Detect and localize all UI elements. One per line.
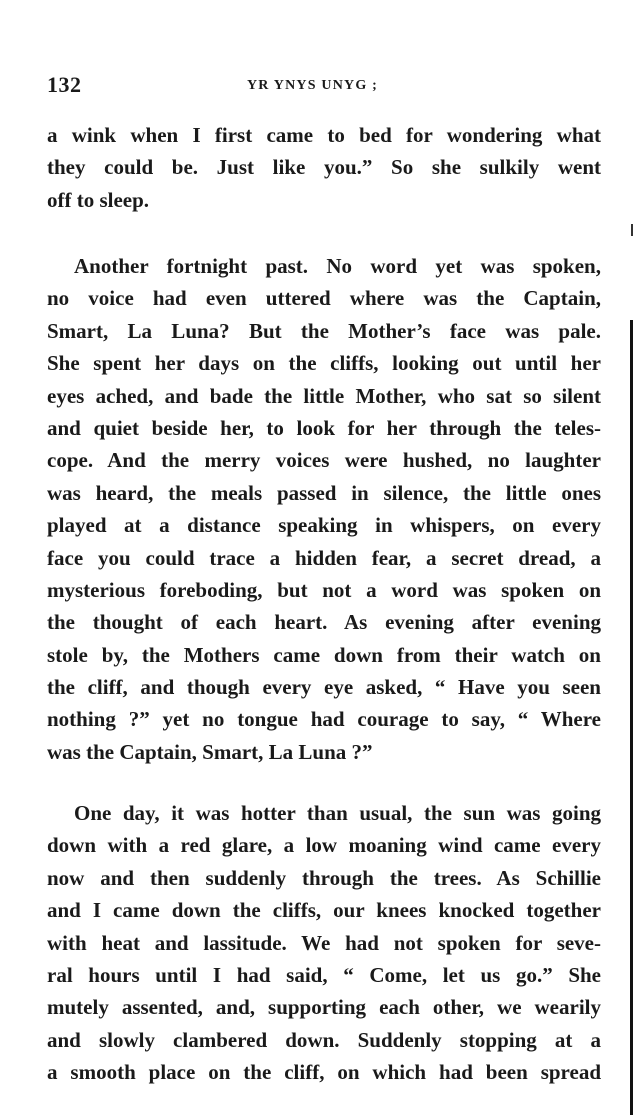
- running-title: YR YNYS UNYG ;: [247, 78, 379, 93]
- text-line: now and then suddenly through the trees. As Schillie: [47, 865, 601, 890]
- text-line: stole by, the Mothers came down from their watch on: [47, 642, 601, 667]
- text-line: and quiet beside her, to look for her through the teles-: [47, 415, 601, 440]
- text-line: off to sleep.: [47, 187, 150, 212]
- text-line: nothing ?” yet no tongue had courage to say, “ Where: [47, 707, 601, 732]
- page-edge-rule: [630, 320, 633, 1115]
- text-line: was heard, the meals passed in silence, the little ones: [47, 480, 601, 505]
- text-line: mutely assented, and, supporting each other, we wearily: [47, 995, 601, 1020]
- text-line: ral hours until I had said, “ Come, let us go.” She: [47, 962, 601, 987]
- page-number: 132: [47, 72, 82, 97]
- paragraph-3: [47, 797, 601, 1089]
- text-line: down with a red glare, a low moaning wind came every: [47, 833, 601, 858]
- text-line: and slowly clambered down. Suddenly stopping at a: [47, 1027, 601, 1052]
- running-head: [47, 72, 600, 102]
- text-line: the thought of each heart. As evening after evening: [47, 610, 601, 635]
- text-line: a smooth place on the cliff, on which had been spread: [47, 1060, 601, 1085]
- text-line: was the Captain, Smart, La Luna ?”: [47, 739, 373, 764]
- text-line: Another fortnight past. No word yet was spoken,: [74, 254, 601, 278]
- text-line: with heat and lassitude. We had not spoken for seve-: [47, 930, 601, 955]
- text-line: and I came down the cliffs, our knees knocked together: [47, 898, 601, 923]
- text-line: they could be. Just like you.” So she sulkily went: [47, 155, 601, 180]
- text-line: mysterious foreboding, but not a word was spoken on: [47, 577, 601, 602]
- text-line: played at a distance speaking in whispers, on every: [47, 513, 601, 538]
- text-line: cope. And the merry voices were hushed, no laughter: [47, 448, 601, 473]
- page-edge-mark: [631, 224, 633, 236]
- text-line: Smart, La Luna? But the Mother’s face was pale.: [47, 318, 601, 343]
- text-line: eyes ached, and bade the little Mother, who sat so silent: [47, 383, 601, 408]
- text-line: a wink when I first came to bed for wondering what: [47, 123, 601, 147]
- paragraph-1: [47, 119, 601, 216]
- text-line: the cliff, and though every eye asked, “ Have you seen: [47, 675, 601, 700]
- text-line: face you could trace a hidden fear, a secret dread, a: [47, 545, 601, 570]
- text-line: no voice had even uttered where was the Captain,: [47, 286, 601, 311]
- text-line: She spent her days on the cliffs, looking out until her: [47, 351, 601, 376]
- text-line: One day, it was hotter than usual, the sun was going: [74, 801, 601, 825]
- paragraph-2: [47, 250, 601, 768]
